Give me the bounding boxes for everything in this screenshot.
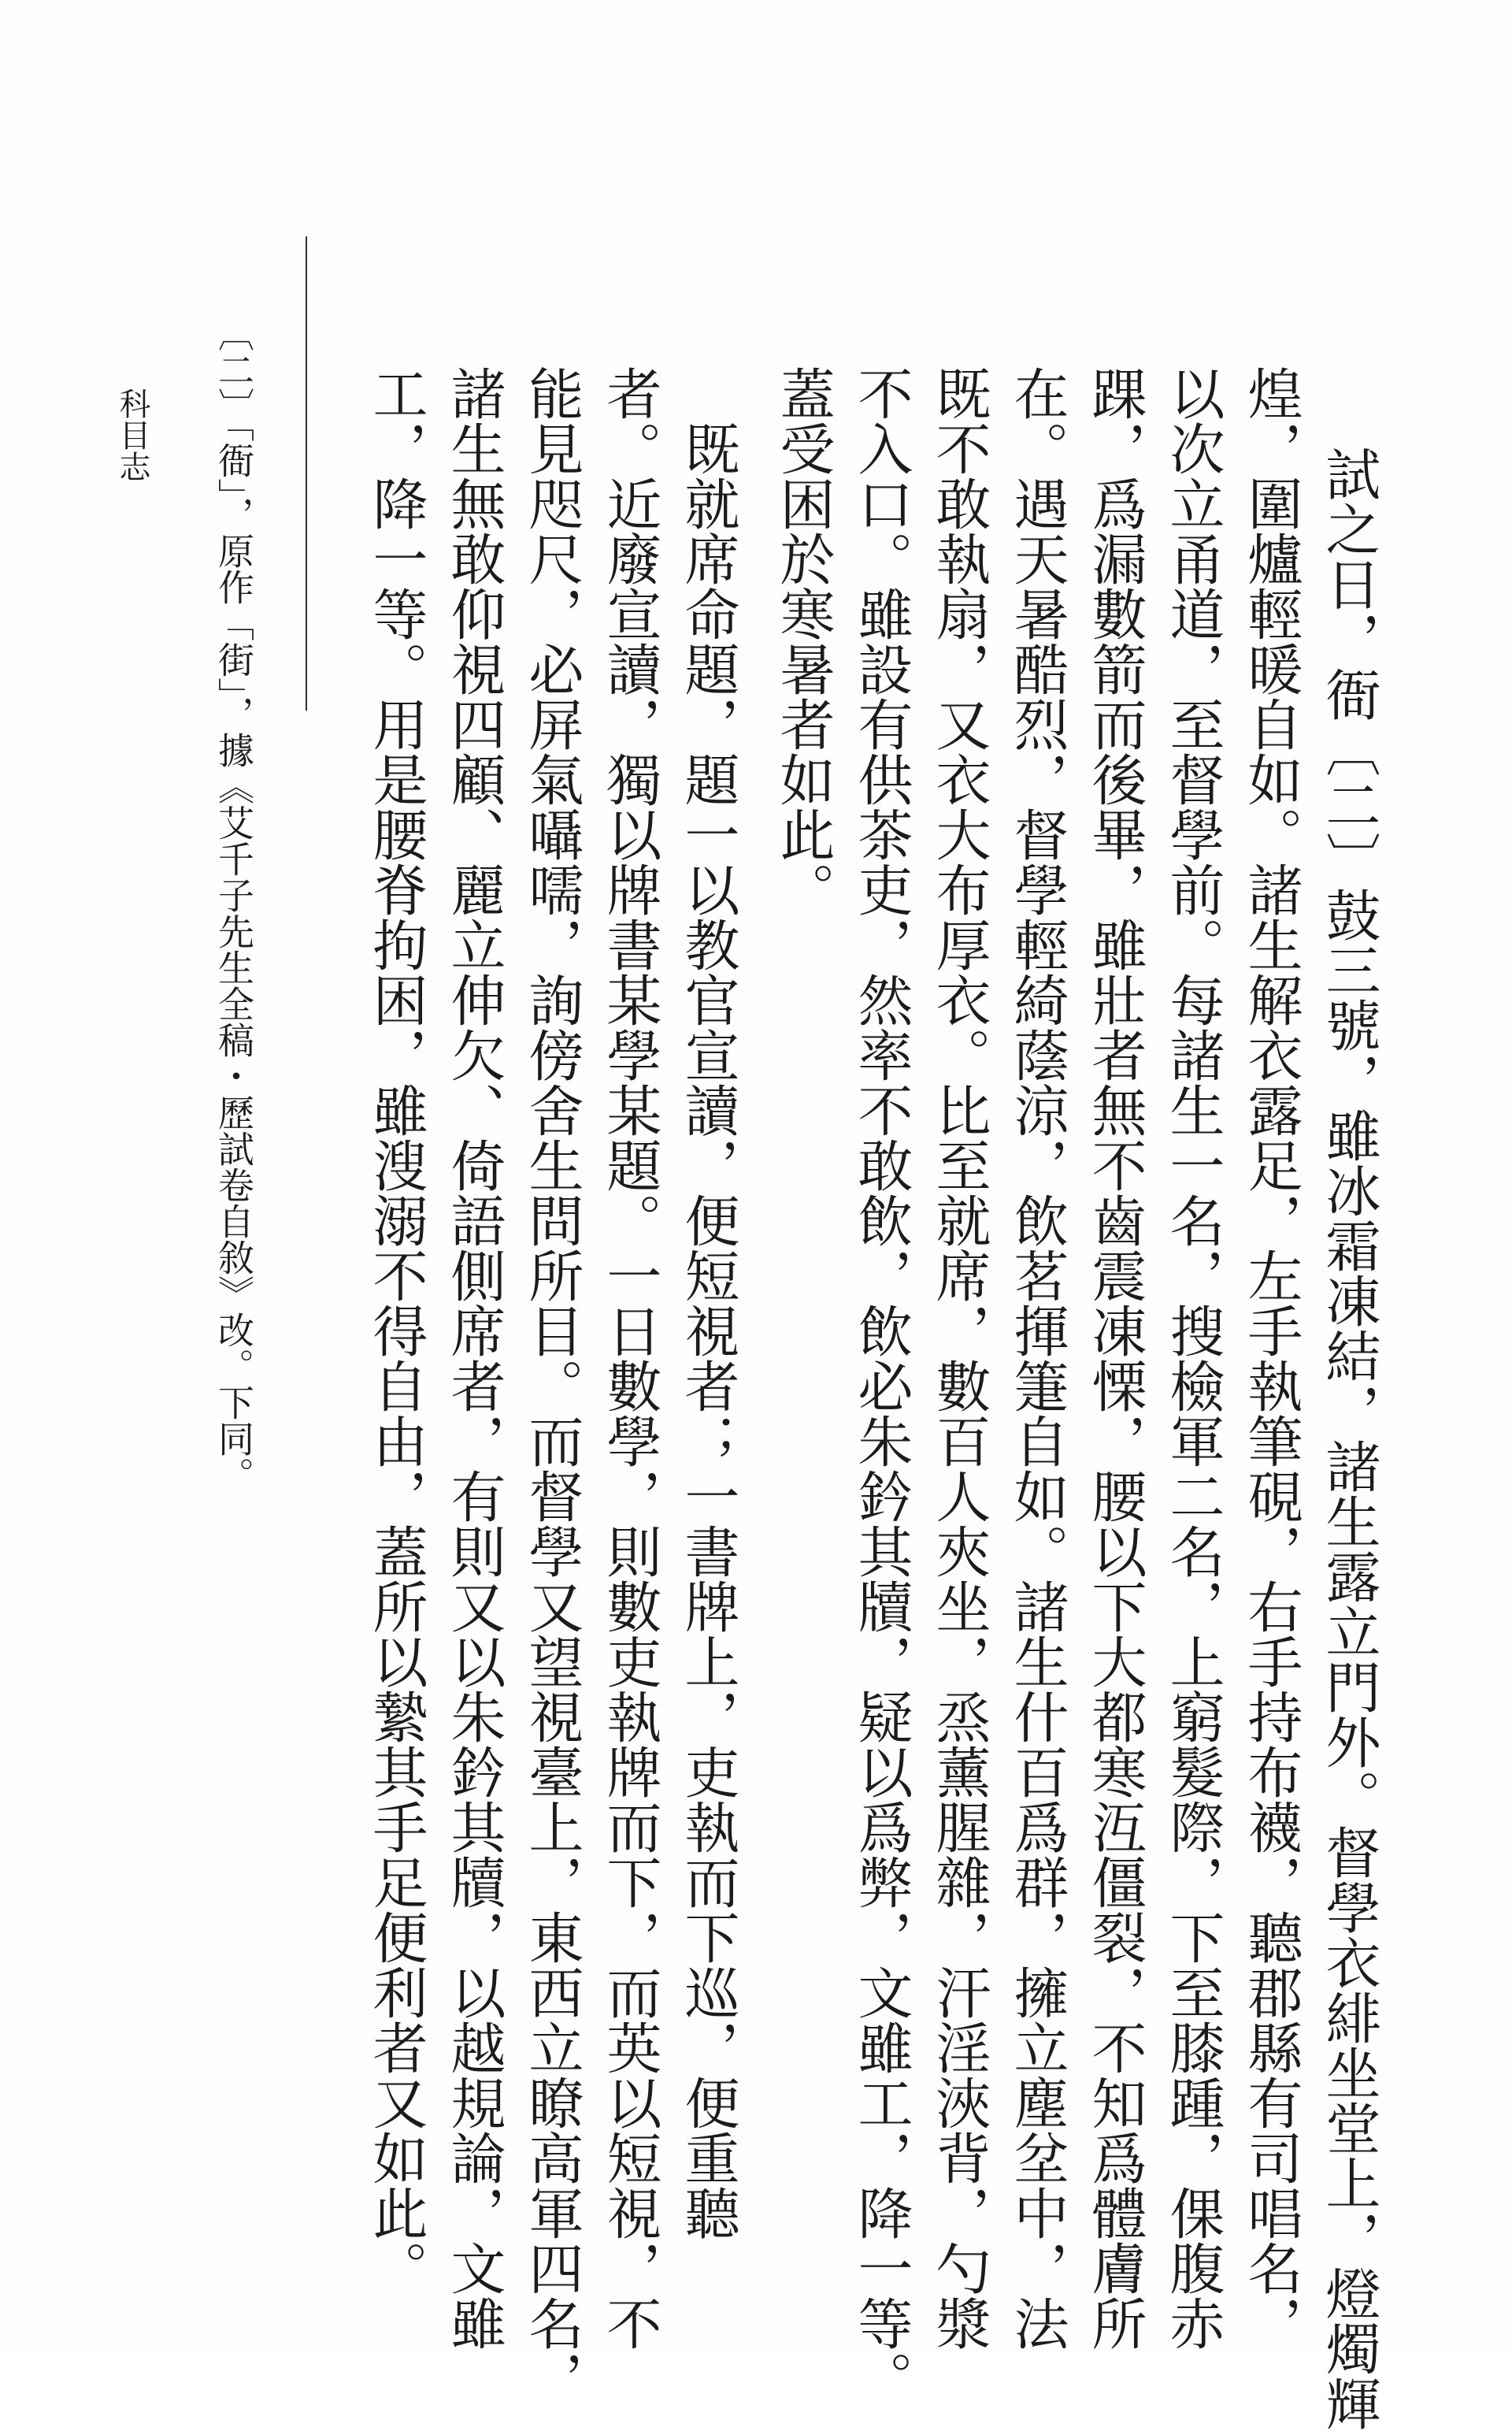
text-column: 不入口。雖設有供茶吏，然率不敢飲，飲必朱鈐其牘，疑以爲弊，文雖工，降一等。 [849, 366, 914, 2406]
footnote: 〔二〕「衙」，原作「街」，據《艾千子先生全稿・歷試卷自敘》改。下同。 [213, 315, 255, 1493]
text-column: 煌，圍爐輕暖自如。諸生解衣露足，左手執筆硯，右手持布襪，聽郡縣有司唱名， [1239, 366, 1303, 2351]
text-column: 既就席命題，題一以教官宣讀，便短視者；一書牌上，吏執而下巡，便重聽 [676, 366, 740, 2240]
text-column: 諸生無敢仰視四顧、麗立伸欠、倚語側席者，有則又以朱鈐其牘，以越規論，文雖 [442, 366, 506, 2351]
text-column: 既不敢執扇，又衣大布厚衣。比至就席，數百人夾坐，烝薰腥雜，汗淫浹背，勺漿 [927, 366, 991, 2351]
page-footer: 科目志 [114, 388, 150, 482]
text-column: 工，降一等。用是腰脊拘困，雖溲溺不得自由，蓋所以縶其手足便利者又如此。 [364, 366, 428, 2296]
footnote-divider [306, 236, 307, 711]
text-column: 以次立甬道，至督學前。每諸生一名，搜檢軍二名，上窮髮際，下至膝踵，倮腹赤 [1161, 366, 1225, 2351]
text-column: 者。近廢宣讀，獨以牌書某學某題。一日數學，則數吏執牌而下，而英以短視，不 [598, 366, 662, 2351]
text-column: 踝，爲漏數箭而後畢，雖壯者無不齒震凍慄，腰以下大都寒沍僵裂，不知爲體膚所 [1083, 366, 1147, 2351]
text-column: 能見咫尺，必屏氣囁嚅，詢傍舍生問所目。而督學又望視臺上，東西立瞭高軍四名， [520, 366, 584, 2406]
text-column: 試之日，衙〔二〕鼓三號，雖冰霜凍結，諸生露立門外。督學衣緋坐堂上，燈燭輝 [1317, 446, 1381, 2431]
text-column: 在。遇天暑酷烈，督學輕綺蔭涼，飲茗揮箑自如。諸生什百爲群，擁立塵坌中，法 [1005, 366, 1069, 2351]
text-column: 蓋受困於寒暑者如此。 [771, 366, 836, 917]
